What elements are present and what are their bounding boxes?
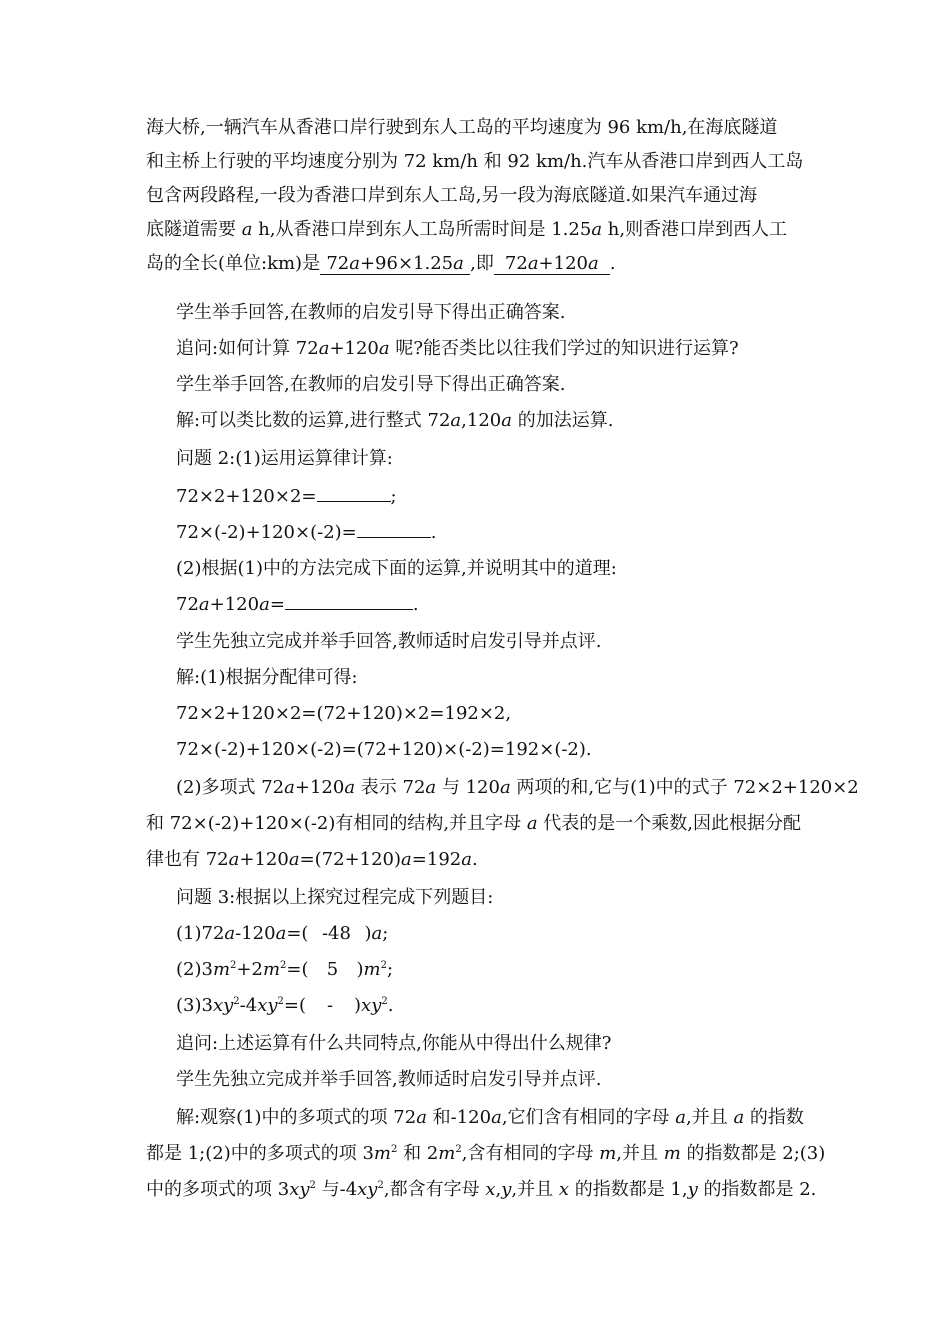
variable-a: a	[371, 923, 383, 944]
text: +120	[209, 594, 260, 615]
solution-2-title: 解:(1)根据分配律可得:	[176, 667, 358, 688]
answer-text: 5	[326, 959, 339, 980]
text: ,并且	[686, 1107, 734, 1128]
text: +2	[236, 959, 263, 980]
question-3-expression	[176, 923, 388, 945]
exponent: 2	[381, 996, 388, 1007]
variable-xy: xy	[257, 995, 278, 1016]
text: 与-4	[315, 1179, 358, 1200]
student-response: 学生先独立完成并举手回答,教师适时启发引导并点评.	[176, 631, 602, 652]
question-2-expression	[176, 522, 436, 544]
variable-x: x	[558, 1179, 569, 1200]
text: 都是 1;(2)中的多项式的项 3	[146, 1143, 374, 1164]
variable-a: a	[401, 849, 412, 870]
variable-a: a	[198, 594, 210, 615]
text: 与 120	[436, 777, 500, 798]
text: -120	[235, 923, 276, 944]
text: 的指数都是 2.	[697, 1179, 817, 1200]
text: +120	[294, 777, 345, 798]
exponent: 2	[391, 1144, 398, 1155]
text: 和主桥上行驶的平均速度分别为 72 km/h 和 92 km/h.汽车从香港口岸到西人工岛	[146, 151, 804, 172]
follow-up-question	[176, 338, 739, 360]
text: h,从香港口岸到东人工岛所需时间是 1.25	[252, 219, 592, 240]
variable-y: y	[501, 1179, 512, 1200]
paragraph-line	[146, 253, 616, 275]
text: 海大桥,一辆汽车从香港口岸行驶到东人工岛的平均速度为 96 km/h,在海底隧道	[146, 117, 778, 138]
question-2-expression	[176, 486, 397, 508]
answer-blank	[494, 254, 610, 275]
variable-a: a	[416, 1107, 427, 1128]
paragraph-line	[146, 185, 757, 207]
text: 追问:如何计算 72	[176, 338, 319, 359]
student-response: 学生举手回答,在教师的启发引导下得出正确答案.	[176, 302, 566, 323]
student-response: 学生举手回答,在教师的启发引导下得出正确答案.	[176, 374, 566, 395]
text: 解:可以类比数的运算,进行整式 72	[176, 410, 451, 431]
text: 呢?能否类比以往我们学过的知识进行运算?	[389, 338, 739, 359]
text: 两项的和,它与(1)中的式子 72×2+120×2	[510, 777, 859, 798]
text: 的指数	[744, 1107, 804, 1128]
text: +120	[239, 849, 289, 870]
question-3-title: 问题 3:根据以上探究过程完成下列题目:	[176, 887, 494, 908]
text: =(72+120)	[299, 849, 402, 870]
variable-a: a	[675, 1107, 687, 1128]
variable-a: a	[224, 923, 236, 944]
text: =192	[411, 849, 462, 870]
answer-text: +120	[538, 253, 588, 274]
text: 的指数都是 1,	[568, 1179, 688, 1200]
text: .	[387, 995, 394, 1016]
text: ,并且	[511, 1179, 559, 1200]
text: 72×2+120×2=	[176, 486, 317, 507]
solution-2-expression: 72×2+120×2=(72+120)×2=192×2,	[176, 703, 512, 724]
text: )	[356, 959, 364, 980]
question-2-expression	[176, 594, 419, 616]
paragraph-line	[176, 1107, 804, 1129]
text: ,它们含有相同的字母	[501, 1107, 676, 1128]
text: 和 2	[397, 1143, 439, 1164]
text: ,含有相同的字母	[461, 1143, 600, 1164]
exponent: 2	[455, 1144, 462, 1155]
text: 的加法运算.	[511, 410, 614, 431]
answer-text: -	[326, 995, 334, 1016]
paragraph-line	[146, 117, 777, 139]
variable-x: x	[485, 1179, 496, 1200]
exponent: 2	[380, 960, 387, 971]
text: h,则香港口岸到西人工	[602, 219, 788, 240]
text: 的指数都是 2;(3)	[680, 1143, 826, 1164]
text: .	[430, 522, 437, 543]
text: =	[269, 594, 285, 615]
question-3-expression	[176, 995, 393, 1017]
text: ,并且	[616, 1143, 664, 1164]
text: 和 72×(-2)+120×(-2)有相同的结构,并且字母	[146, 813, 527, 834]
variable-a: a	[527, 253, 539, 274]
exponent: 2	[233, 996, 240, 1007]
variable-a: a	[288, 849, 300, 870]
text: 包含两段路程,一段为香港口岸到东人工岛,另一段为海底隧道.如果汽车通过海	[146, 185, 758, 206]
variable-a: a	[526, 813, 538, 834]
answer-text: -48	[321, 923, 351, 944]
variable-m: m	[363, 959, 381, 980]
text: 72	[176, 594, 199, 615]
text: =(	[286, 959, 309, 980]
variable-a: a	[450, 410, 462, 431]
variable-m: m	[373, 1143, 391, 1164]
text: ;	[387, 959, 394, 980]
exponent: 2	[377, 1180, 384, 1191]
variable-m: m	[212, 959, 231, 980]
exponent: 2	[309, 1180, 316, 1191]
answer-text: +96×1.25	[359, 253, 454, 274]
variable-m: m	[262, 959, 281, 980]
variable-a: a	[425, 777, 437, 798]
follow-up-question: 追问:上述运算有什么共同特点,你能从中得出什么规律?	[176, 1033, 612, 1054]
answer-blank	[357, 537, 431, 538]
student-response: 学生先独立完成并举手回答,教师适时启发引导并点评.	[176, 1069, 602, 1090]
variable-xy: xy	[357, 1179, 378, 1200]
variable-a: a	[259, 594, 270, 615]
variable-a: a	[499, 777, 511, 798]
variable-y: y	[687, 1179, 698, 1200]
text: 和-120	[426, 1107, 492, 1128]
paragraph-line	[146, 813, 801, 835]
paragraph-line	[176, 777, 859, 799]
exponent: 2	[230, 960, 237, 971]
text: .	[609, 253, 616, 274]
variable-m: m	[663, 1143, 681, 1164]
variable-a: a	[461, 849, 472, 870]
answer-blank	[285, 609, 413, 610]
text: ;	[390, 486, 397, 507]
variable-a: a	[491, 1107, 502, 1128]
text: ,即	[470, 253, 494, 274]
text: 岛的全长(单位:km)是	[146, 253, 321, 274]
answer-blank	[320, 254, 470, 275]
paragraph-line	[146, 219, 787, 241]
solution-2-expression: 72×(-2)+120×(-2)=(72+120)×(-2)=192×(-2).	[176, 739, 592, 760]
variable-xy: xy	[212, 995, 234, 1016]
question-3-expression	[176, 959, 393, 981]
variable-a: a	[344, 777, 356, 798]
text: (3)3	[176, 995, 213, 1016]
question-2-part-2: (2)根据(1)中的方法完成下面的运算,并说明其中的道理:	[176, 558, 617, 579]
variable-a: a	[241, 219, 253, 240]
paragraph-line	[146, 151, 803, 173]
text: -4	[239, 995, 258, 1016]
paragraph-line	[146, 849, 478, 871]
text: 解:观察(1)中的多项式的项 72	[176, 1107, 417, 1128]
text: (1)72	[176, 923, 225, 944]
text: 表示 72	[355, 777, 426, 798]
variable-a: a	[284, 777, 295, 798]
paragraph-line	[146, 1179, 816, 1201]
text: =(	[283, 995, 307, 1016]
text: 律也有 72	[146, 849, 229, 870]
question-2-title: 问题 2:(1)运用运算律计算:	[176, 448, 393, 469]
text: )	[354, 995, 362, 1016]
text: ,120	[461, 410, 502, 431]
variable-a: a	[501, 410, 512, 431]
paragraph-line	[146, 1143, 825, 1165]
variable-m: m	[599, 1143, 617, 1164]
variable-a: a	[318, 338, 330, 359]
variable-a: a	[588, 253, 599, 274]
answer-blank	[317, 501, 391, 502]
variable-a: a	[228, 849, 240, 870]
exponent: 2	[280, 960, 287, 971]
answer-text: 72	[504, 253, 528, 274]
text: )	[364, 923, 372, 944]
solution	[176, 410, 613, 432]
text: 代表的是一个乘数,因此根据分配	[537, 813, 802, 834]
variable-a: a	[378, 338, 390, 359]
text: ,	[495, 1179, 502, 1200]
text: .	[412, 594, 419, 615]
variable-xy: xy	[289, 1179, 310, 1200]
text: (2)3	[176, 959, 213, 980]
variable-m: m	[438, 1143, 456, 1164]
variable-a: a	[453, 253, 464, 274]
variable-xy: xy	[361, 995, 382, 1016]
text: ;	[382, 923, 389, 944]
text: +120	[329, 338, 379, 359]
text: 中的多项式的项 3	[146, 1179, 290, 1200]
text: =(	[286, 923, 309, 944]
variable-a: a	[733, 1107, 745, 1128]
text: .	[471, 849, 478, 870]
variable-a: a	[591, 219, 603, 240]
exponent: 2	[277, 996, 284, 1007]
answer-text: 72	[326, 253, 350, 274]
text: (2)多项式 72	[176, 777, 285, 798]
text: 底隧道需要	[146, 219, 242, 240]
variable-a: a	[349, 253, 360, 274]
text: 72×(-2)+120×(-2)=	[176, 522, 357, 543]
variable-a: a	[275, 923, 287, 944]
text: ,都含有字母	[383, 1179, 486, 1200]
